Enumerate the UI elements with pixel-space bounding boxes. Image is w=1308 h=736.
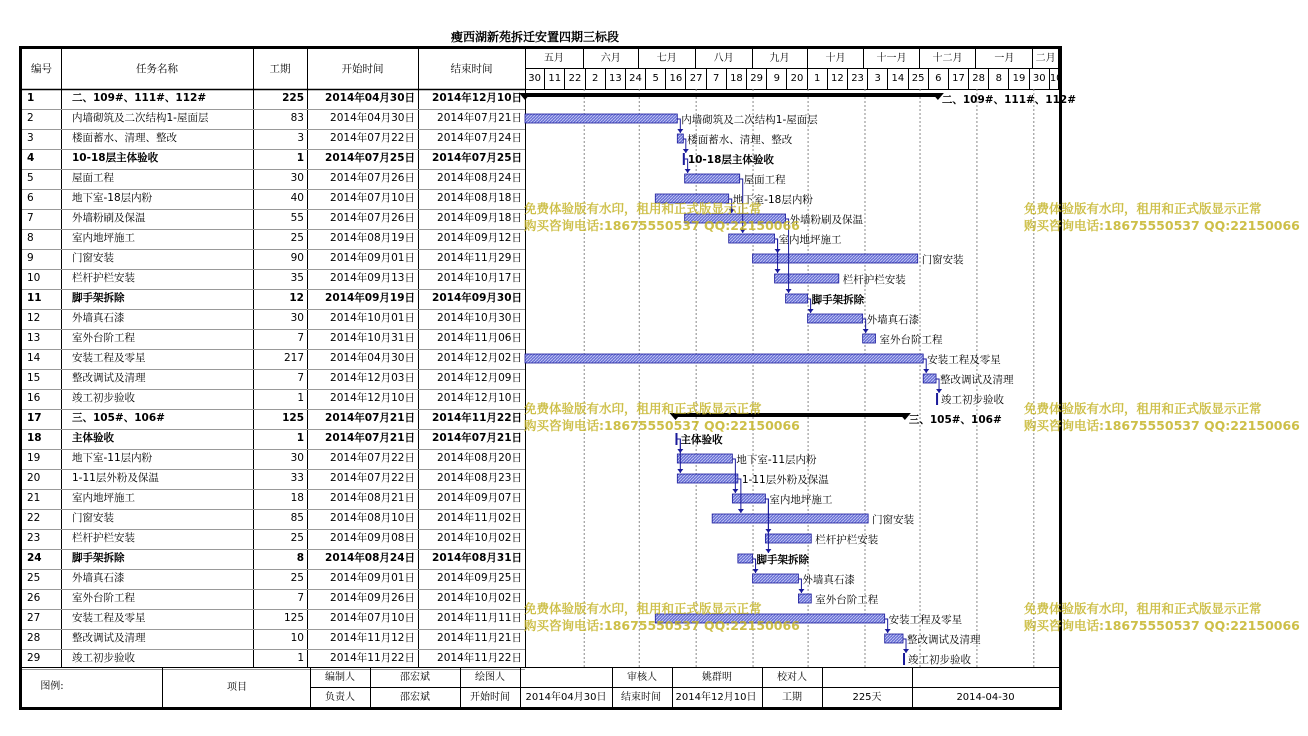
task-end: 2014年08月31日: [432, 552, 522, 564]
task-id: 19: [27, 452, 41, 464]
task-bar-label: 屋面工程: [743, 174, 786, 186]
task-duration: 55: [290, 212, 304, 224]
task-bar-label: 室外台阶工程: [815, 594, 879, 606]
task-id: 14: [27, 352, 41, 364]
task-end: 2014年11月02日: [437, 512, 522, 524]
task-start: 2014年08月10日: [330, 512, 415, 524]
task-name: 门窗安装: [72, 512, 114, 524]
dependency-arrow: [729, 209, 735, 213]
task-id: 23: [27, 532, 41, 544]
task-id: 22: [27, 512, 41, 524]
task-name: 脚手架拆除: [72, 292, 125, 304]
task-name: 室内地坪施工: [72, 492, 135, 504]
header-name: 任务名称: [136, 63, 178, 75]
timescale-month: 十二月: [920, 49, 977, 69]
task-name: 室外台阶工程: [72, 592, 135, 604]
task-duration: 33: [290, 472, 304, 484]
task-duration: 18: [290, 492, 304, 504]
task-bar-label: 主体验收: [680, 434, 723, 446]
task-duration: 35: [290, 272, 304, 284]
task-end: 2014年10月02日: [437, 532, 522, 544]
task-end: 2014年09月07日: [437, 492, 522, 504]
task-end: 2014年07月24日: [437, 132, 522, 144]
task-end: 2014年11月06日: [437, 332, 522, 344]
task-start: 2014年07月26日: [330, 212, 415, 224]
timescale-day: 16: [666, 69, 686, 89]
task-bar-label: 安装工程及零星: [927, 354, 1001, 366]
task-name: 三、105#、106#: [72, 412, 165, 424]
task-name: 室外台阶工程: [72, 332, 135, 344]
task-start: 2014年07月22日: [330, 472, 415, 484]
task-start: 2014年12月10日: [330, 392, 415, 404]
task-end: 2014年11月29日: [437, 252, 522, 264]
timescale-month: 十月: [808, 49, 865, 69]
task-name: 二、109#、111#、112#: [72, 92, 207, 104]
task-id: 6: [27, 192, 34, 204]
task-bar-label: 脚手架拆除: [756, 554, 810, 566]
header-id: 编号: [31, 63, 52, 75]
timescale-day: 23: [848, 69, 868, 89]
task-id: 17: [27, 412, 42, 424]
task-start: 2014年09月19日: [325, 292, 415, 304]
task-bar: [798, 593, 878, 606]
task-duration: 30: [290, 312, 304, 324]
dependency-arrow: [732, 489, 738, 493]
timescale-month: 二月: [1033, 49, 1059, 69]
task-start: 2014年07月10日: [330, 192, 415, 204]
timescale-day: 30: [1030, 69, 1050, 89]
task-bar-label: 栏杆护栏安装: [815, 534, 879, 546]
task-end: 2014年12月10日: [437, 392, 522, 404]
drawer-label: 绘图人: [475, 672, 505, 683]
task-id: 24: [27, 552, 42, 564]
task-duration: 1: [296, 432, 304, 444]
task-bar: [786, 293, 865, 306]
task-start: 2014年11月12日: [330, 632, 415, 644]
dependency-arrow: [685, 169, 691, 173]
gantt-frame: [19, 46, 1077, 710]
timescale-day: 14: [888, 69, 908, 89]
task-bar-label: 安装工程及零星: [888, 614, 963, 626]
watermark: 免费体验版有水印，租用和正式版显示正常 购买咨询电话:18675550537 QQ:22150066: [524, 601, 800, 633]
task-name: 屋面工程: [72, 172, 114, 184]
dependency-arrow: [936, 389, 942, 393]
compiler-value: 邵宏斌: [400, 672, 430, 683]
timescale-day: 28: [969, 69, 989, 89]
task-bar-label: 外墙真石漆: [802, 574, 855, 586]
end-label: 结束时间: [621, 692, 661, 703]
task-name: 竣工初步验收: [72, 652, 135, 664]
end-value: 2014年12月10日: [675, 692, 757, 703]
task-end: 2014年10月02日: [437, 592, 522, 604]
header-end: 结束时间: [450, 63, 493, 75]
dependency-arrow: [786, 289, 792, 293]
task-duration: 83: [290, 112, 304, 124]
dependency-arrow: [738, 509, 744, 513]
task-id: 10: [27, 272, 41, 284]
watermark: 免费体验版有水印，租用和正式版显示正常 购买咨询电话:18675550537 QQ:22150066: [1024, 201, 1300, 233]
task-start: 2014年09月01日: [330, 572, 415, 584]
task-name: 外墙真石漆: [72, 312, 125, 324]
task-id: 9: [27, 252, 34, 264]
dependency-arrow: [923, 369, 929, 373]
timescale-day: 30: [525, 69, 545, 89]
task-duration: 3: [297, 132, 304, 144]
task-id: 27: [27, 612, 41, 624]
task-end: 2014年12月10日: [432, 92, 522, 104]
task-bar: [525, 353, 1001, 366]
timescale-day: 3: [868, 69, 888, 89]
task-duration: 10: [290, 632, 304, 644]
dependency-arrow: [775, 269, 781, 273]
task-end: 2014年09月12日: [437, 232, 522, 244]
task-duration: 7: [297, 592, 304, 604]
task-start: 2014年09月26日: [330, 592, 415, 604]
task-bar: [685, 173, 787, 186]
legend-label: 图例:: [40, 681, 64, 692]
task-end: 2014年09月30日: [432, 292, 522, 304]
task-start: 2014年11月22日: [330, 652, 415, 664]
task-name: 整改调试及清理: [72, 632, 146, 644]
task-start: 2014年07月25日: [325, 152, 415, 164]
task-bar-label: 室内地坪施工: [769, 494, 833, 506]
dependency-arrow: [677, 129, 683, 133]
task-end: 2014年08月20日: [437, 452, 522, 464]
timescale-day: 13: [606, 69, 626, 89]
task-duration: 8: [296, 552, 304, 564]
owner-value: 邵宏斌: [400, 692, 430, 703]
task-name: 脚手架拆除: [72, 552, 125, 564]
task-name: 整改调试及清理: [72, 372, 146, 384]
task-bar-label: 整改调试及清理: [940, 374, 1014, 386]
header-duration: 工期: [269, 63, 291, 75]
duration-label: 工期: [782, 692, 802, 703]
task-duration: 30: [290, 452, 304, 464]
timescale-day: 24: [626, 69, 646, 89]
dependency-arrow: [677, 469, 683, 473]
task-bar-label: 外墙粉刷及保温: [789, 214, 864, 226]
task-name: 10-18层主体验收: [72, 152, 159, 164]
timescale-day: 22: [565, 69, 585, 89]
task-bar: [775, 273, 907, 286]
task-bar: [863, 333, 943, 346]
task-start: 2014年09月01日: [330, 252, 415, 264]
task-end: 2014年09月25日: [437, 572, 522, 584]
task-start: 2014年04月30日: [330, 112, 415, 124]
task-bar: [753, 253, 965, 266]
task-start: 2014年08月19日: [330, 232, 415, 244]
task-id: 29: [27, 652, 41, 664]
task-end: 2014年07月21日: [437, 112, 522, 124]
timescale-day: 7: [707, 69, 727, 89]
timescale-day: 19: [1009, 69, 1029, 89]
task-bar: [677, 453, 817, 466]
timescale-day: 27: [686, 69, 706, 89]
task-end: 2014年07月25日: [432, 152, 522, 164]
task-bar: [683, 153, 775, 166]
timescale-month: 七月: [639, 49, 696, 69]
header-start: 开始时间: [341, 63, 384, 75]
task-bar-label: 地下室-11层内粉: [736, 454, 817, 466]
task-bar-label: 三、105#、106#: [908, 414, 1002, 426]
watermark: 免费体验版有水印，租用和正式版显示正常 购买咨询电话:18675550537 QQ:22150066: [524, 401, 800, 433]
task-bar-label: 门窗安装: [872, 514, 915, 526]
task-duration: 90: [290, 252, 304, 264]
task-duration: 85: [290, 512, 304, 524]
task-name: 门窗安装: [72, 252, 114, 264]
task-name: 竣工初步验收: [72, 392, 135, 404]
timescale-month: 五月: [525, 49, 584, 69]
task-bar: [712, 513, 914, 526]
task-start: 2014年04月30日: [325, 92, 415, 104]
task-duration: 7: [297, 372, 304, 384]
task-start: 2014年04月30日: [330, 352, 415, 364]
task-bar-label: 竣工初步验收: [908, 654, 972, 666]
task-id: 5: [27, 172, 34, 184]
task-id: 18: [27, 432, 42, 444]
timescale-day: 8: [989, 69, 1009, 89]
task-duration: 225: [282, 92, 304, 104]
task-bar: [729, 233, 842, 246]
timescale-day: 6: [929, 69, 949, 89]
timescale-month: 八月: [696, 49, 753, 69]
dependency-arrow: [903, 649, 909, 653]
task-bar-label: 楼面蓄水、清理、整改: [687, 134, 793, 146]
task-id: 1: [27, 92, 35, 104]
task-id: 16: [27, 392, 41, 404]
task-id: 13: [27, 332, 41, 344]
task-bar: [669, 413, 1002, 426]
task-end: 2014年09月18日: [437, 212, 522, 224]
checker-label: 校对人: [777, 672, 807, 683]
task-bar-label: 竣工初步验收: [941, 394, 1005, 406]
task-name: 安装工程及零星: [72, 612, 146, 624]
task-bar: [903, 653, 971, 666]
task-duration: 40: [290, 192, 304, 204]
task-start: 2014年10月31日: [330, 332, 415, 344]
task-duration: 12: [289, 292, 304, 304]
task-bar-label: 二、109#、111#、112#: [941, 94, 1077, 106]
task-bar: [677, 473, 829, 486]
task-start: 2014年09月08日: [330, 532, 415, 544]
task-name: 地下室-11层内粉: [72, 452, 153, 464]
timescale-day: 11: [545, 69, 565, 89]
timescale-day: 10: [1050, 69, 1059, 89]
task-bar-label: 地下室-18层内粉: [732, 194, 813, 206]
task-bar-label: 整改调试及清理: [907, 634, 981, 646]
task-name: 1-11层外粉及保温: [72, 472, 159, 484]
task-id: 4: [27, 152, 35, 164]
watermark: 免费体验版有水印，租用和正式版显示正常 购买咨询电话:18675550537 QQ:22150066: [1024, 401, 1300, 433]
task-bar: [885, 633, 981, 646]
reviewer-value: 姚群明: [702, 672, 732, 683]
timescale-day: 29: [747, 69, 767, 89]
task-name: 楼面蓄水、清理、整改: [72, 132, 177, 144]
item-label: 项目: [227, 682, 247, 693]
dependency-arrow: [798, 589, 804, 593]
task-id: 28: [27, 632, 41, 644]
task-id: 7: [27, 212, 34, 224]
task-duration: 217: [283, 352, 304, 364]
task-id: 12: [27, 312, 41, 324]
gantt-bars: [22, 49, 1077, 707]
task-bar: [936, 393, 1004, 406]
task-bar-label: 1-11层外粉及保温: [741, 474, 829, 486]
task-end: 2014年08月24日: [437, 172, 522, 184]
task-bar: [519, 93, 1076, 106]
timescale-month: 九月: [753, 49, 808, 69]
timescale-day: 1: [808, 69, 828, 89]
task-bar: [655, 193, 813, 206]
task-start: 2014年07月26日: [330, 172, 415, 184]
timescale-day: 20: [787, 69, 807, 89]
task-duration: 25: [290, 232, 304, 244]
task-bar: [765, 533, 878, 546]
task-name: 主体验收: [72, 432, 114, 444]
task-id: 20: [27, 472, 41, 484]
task-end: 2014年11月21日: [437, 632, 522, 644]
task-id: 15: [27, 372, 41, 384]
task-bar-label: 室外台阶工程: [879, 334, 943, 346]
timescale-day: 12: [828, 69, 848, 89]
task-start: 2014年09月13日: [330, 272, 415, 284]
dependency-link: [740, 179, 743, 233]
task-name: 内墙砌筑及二次结构1-屋面层: [72, 112, 209, 124]
compiler-label: 编制人: [325, 672, 355, 683]
task-name: 外墙真石漆: [72, 572, 125, 584]
task-end: 2014年11月11日: [437, 612, 522, 624]
task-start: 2014年07月21日: [325, 412, 415, 424]
task-id: 2: [27, 112, 34, 124]
task-name: 外墙粉刷及保温: [72, 212, 146, 224]
task-start: 2014年08月24日: [325, 552, 415, 564]
task-duration: 25: [290, 572, 304, 584]
dependency-arrow: [863, 329, 869, 333]
task-end: 2014年10月17日: [437, 272, 522, 284]
timescale-month: 十一月: [864, 49, 919, 69]
dependency-arrow: [765, 549, 771, 553]
task-name: 栏杆护栏安装: [72, 532, 135, 544]
owner-label: 负责人: [325, 692, 355, 703]
watermark: 免费体验版有水印，租用和正式版显示正常 购买咨询电话:18675550537 QQ:22150066: [524, 201, 800, 233]
task-end: 2014年12月02日: [437, 352, 522, 364]
task-duration: 7: [297, 332, 304, 344]
task-start: 2014年07月10日: [330, 612, 415, 624]
dependency-arrow: [683, 149, 689, 153]
task-duration: 1: [297, 392, 304, 404]
task-end: 2014年07月21日: [432, 432, 522, 444]
dependency-arrow: [808, 309, 814, 313]
task-bar-label: 10-18层主体验收: [687, 154, 774, 166]
task-name: 栏杆护栏安装: [72, 272, 135, 284]
task-bar-label: 脚手架拆除: [811, 294, 865, 306]
task-end: 2014年12月09日: [437, 372, 522, 384]
task-duration: 30: [290, 172, 304, 184]
task-bar: [525, 113, 818, 126]
task-bar-label: 内墙砌筑及二次结构1-屋面层: [681, 114, 818, 126]
dependency-arrow: [753, 569, 759, 573]
task-duration: 125: [283, 612, 304, 624]
task-end: 2014年11月22日: [437, 652, 522, 664]
task-duration: 1: [296, 152, 304, 164]
timescale-day: 25: [909, 69, 929, 89]
task-bar: [655, 613, 962, 626]
duration-value: 225天: [852, 692, 882, 703]
date-value: 2014-04-30: [956, 692, 1015, 703]
task-bar-label: 栏杆护栏安装: [842, 274, 906, 286]
task-id: 8: [27, 232, 34, 244]
task-bar: [685, 213, 864, 226]
task-end: 2014年11月22日: [432, 412, 522, 424]
task-id: 3: [27, 132, 34, 144]
task-start: 2014年10月01日: [330, 312, 415, 324]
task-end: 2014年08月23日: [437, 472, 522, 484]
start-label: 开始时间: [470, 692, 510, 703]
task-start: 2014年07月22日: [330, 132, 415, 144]
watermark: 免费体验版有水印，租用和正式版显示正常 购买咨询电话:18675550537 QQ:22150066: [1024, 601, 1300, 633]
task-bar: [675, 433, 722, 446]
task-id: 25: [27, 572, 41, 584]
task-bar-label: 室内地坪施工: [778, 234, 842, 246]
task-bar: [677, 133, 792, 146]
task-bar-label: 外墙真石漆: [866, 314, 920, 326]
task-duration: 125: [282, 412, 304, 424]
task-name: 地下室-18层内粉: [72, 192, 153, 204]
reviewer-label: 审核人: [627, 672, 657, 683]
task-end: 2014年08月18日: [437, 192, 522, 204]
timescale-day: 5: [646, 69, 666, 89]
task-end: 2014年10月30日: [437, 312, 522, 324]
task-start: 2014年12月03日: [330, 372, 415, 384]
task-id: 21: [27, 492, 41, 504]
timescale-month: 六月: [584, 49, 639, 69]
task-start: 2014年07月21日: [325, 432, 415, 444]
start-value: 2014年04月30日: [525, 692, 607, 703]
task-name: 安装工程及零星: [72, 352, 146, 364]
dependency-arrow: [765, 529, 771, 533]
timescale-day: 2: [586, 69, 606, 89]
task-id: 11: [27, 292, 42, 304]
task-duration: 1: [297, 652, 304, 664]
task-bar: [738, 553, 810, 566]
dependency-arrow: [885, 629, 891, 633]
task-id: 26: [27, 592, 41, 604]
timescale-month: 一月: [976, 49, 1033, 69]
timescale-day: 18: [727, 69, 747, 89]
task-name: 室内地坪施工: [72, 232, 135, 244]
timescale-day: 9: [767, 69, 787, 89]
task-bar: [753, 573, 856, 586]
task-start: 2014年08月21日: [330, 492, 415, 504]
task-bar: [732, 493, 833, 506]
chart-title: 瘦西湖新苑拆迁安置四期三标段: [450, 30, 619, 44]
task-start: 2014年07月22日: [330, 452, 415, 464]
task-duration: 25: [290, 532, 304, 544]
task-bar-label: 门窗安装: [921, 254, 964, 266]
dependency-arrow: [740, 229, 746, 233]
timescale-day: 17: [949, 69, 969, 89]
